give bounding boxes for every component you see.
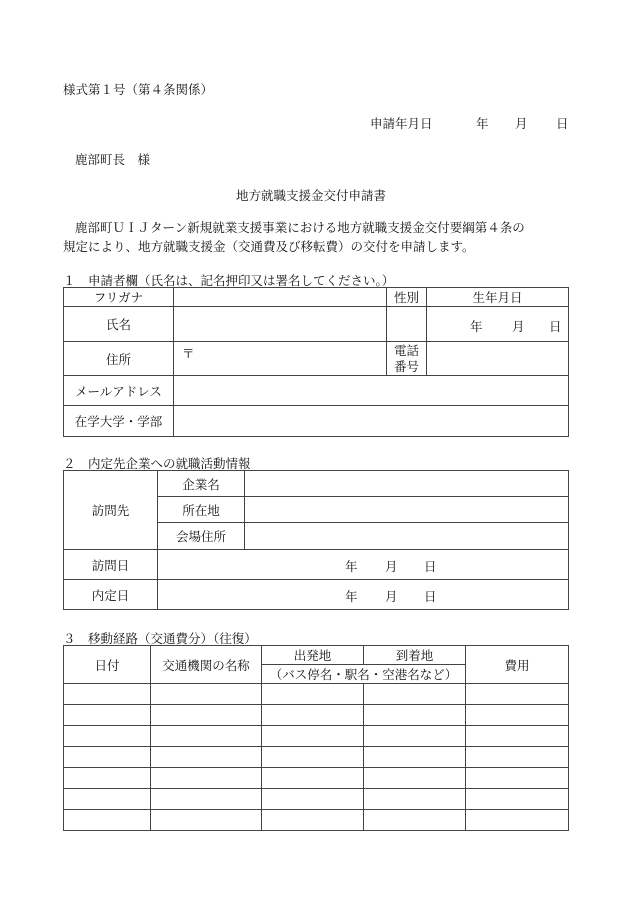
birth-month-unit: 月 [512,318,525,334]
gender-field[interactable] [387,307,427,342]
phone-label [387,342,427,376]
route-date-cell[interactable] [64,705,151,726]
route-arrival-cell[interactable] [364,705,466,726]
birthdate-field[interactable] [427,307,569,342]
route-transport-cell[interactable] [151,684,262,705]
route-date-cell[interactable] [64,768,151,789]
venue-label: 会場住所 [158,523,245,550]
intro-line-1: 鹿部町ＵＩＪターン新規就業支援事業における地方就職支援金交付要綱第４条の [75,220,525,235]
name-field[interactable] [174,307,387,342]
postal-mark: 〒 [182,346,195,361]
applicant-table [63,287,569,437]
document-title: 地方就職支援金交付申請書 [236,188,387,203]
location-field[interactable] [245,497,569,523]
route-date-cell[interactable] [64,789,151,810]
route-row [64,747,569,768]
gender-label: 性別 [387,288,427,307]
route-arrival-cell[interactable] [364,747,466,768]
birth-year-unit: 年 [470,318,483,334]
furigana-field[interactable] [174,288,387,307]
furigana-label: フリガナ [64,288,174,307]
offer-year-unit: 年 [345,589,358,604]
route-row [64,705,569,726]
visit-year-unit: 年 [345,559,358,574]
date-column-header: 日付 [64,646,151,684]
route-cost-cell[interactable] [466,747,569,768]
cost-column-header: 費用 [466,646,569,684]
route-departure-cell[interactable] [262,789,364,810]
route-date-cell[interactable] [64,747,151,768]
location-label: 所在地 [158,497,245,523]
phone-label-line1: 電話 [393,342,419,358]
email-label: メールアドレス [64,376,174,406]
route-row [64,810,569,831]
route-arrival-cell[interactable] [364,726,466,747]
route-departure-cell[interactable] [262,705,364,726]
route-arrival-cell[interactable] [364,684,466,705]
email-field[interactable] [174,376,569,406]
route-transport-cell[interactable] [151,726,262,747]
application-date-month: 月 [515,116,528,131]
section2-heading: ２ 内定先企業への就職活動情報 [63,456,251,471]
route-date-cell[interactable] [64,810,151,831]
route-departure-cell[interactable] [262,726,364,747]
route-row [64,789,569,810]
intro-line-2: 規定により、地方就職支援金（交通費及び移転費）の交付を申請します。 [63,239,475,254]
offer-day-unit: 日 [424,589,437,604]
address-label: 住所 [64,342,174,376]
route-row [64,768,569,789]
route-transport-cell[interactable] [151,768,262,789]
route-transport-cell[interactable] [151,810,262,831]
place-note-header: （バス停名・駅名・空港名など） [262,665,466,684]
route-arrival-cell[interactable] [364,810,466,831]
route-cost-cell[interactable] [466,768,569,789]
departure-column-header: 出発地 [262,646,364,665]
offer-date-field[interactable] [158,580,569,610]
visit-date-field[interactable] [158,550,569,580]
route-arrival-cell[interactable] [364,768,466,789]
route-departure-cell[interactable] [262,684,364,705]
application-date-year: 年 [476,116,489,131]
route-cost-cell[interactable] [466,684,569,705]
venue-field[interactable] [245,523,569,550]
application-date-day: 日 [556,116,569,131]
company-label: 企業名 [158,471,245,497]
section1-heading: １ 申請者欄（氏名は、記名押印又は署名してください。） [63,273,395,288]
route-date-cell[interactable] [64,684,151,705]
university-label: 在学大学・学部 [64,406,174,437]
address-field[interactable] [174,342,387,376]
name-label: 氏名 [64,307,174,342]
offer-month-unit: 月 [385,589,398,604]
section3-heading: ３ 移動経路（交通費分）（往復） [63,631,257,646]
route-arrival-cell[interactable] [364,789,466,810]
travel-route-table [63,645,569,831]
route-row [64,684,569,705]
route-transport-cell[interactable] [151,747,262,768]
route-transport-cell[interactable] [151,705,262,726]
company-field[interactable] [245,471,569,497]
route-cost-cell[interactable] [466,726,569,747]
university-field[interactable] [174,406,569,437]
application-date-label: 申請年月日 [370,116,433,131]
offer-date-label: 内定日 [64,580,158,610]
route-date-cell[interactable] [64,726,151,747]
route-cost-cell[interactable] [466,789,569,810]
route-transport-cell[interactable] [151,789,262,810]
visit-place-label: 訪問先 [64,471,158,550]
birthdate-label: 生年月日 [427,288,569,307]
transport-column-header: 交通機関の名称 [151,646,262,684]
job-hunting-table [63,470,569,610]
form-number: 様式第１号（第４条関係） [63,82,214,97]
route-cost-cell[interactable] [466,705,569,726]
route-row [64,726,569,747]
addressee: 鹿部町長 様 [75,152,151,167]
visit-day-unit: 日 [424,559,437,574]
route-departure-cell[interactable] [262,747,364,768]
route-departure-cell[interactable] [262,810,364,831]
birth-day-unit: 日 [549,318,562,334]
visit-month-unit: 月 [385,559,398,574]
phone-field[interactable] [427,342,569,376]
visit-date-label: 訪問日 [64,550,158,580]
route-cost-cell[interactable] [466,810,569,831]
route-departure-cell[interactable] [262,768,364,789]
phone-label-line2: 番号 [393,358,419,374]
arrival-column-header: 到着地 [364,646,466,665]
